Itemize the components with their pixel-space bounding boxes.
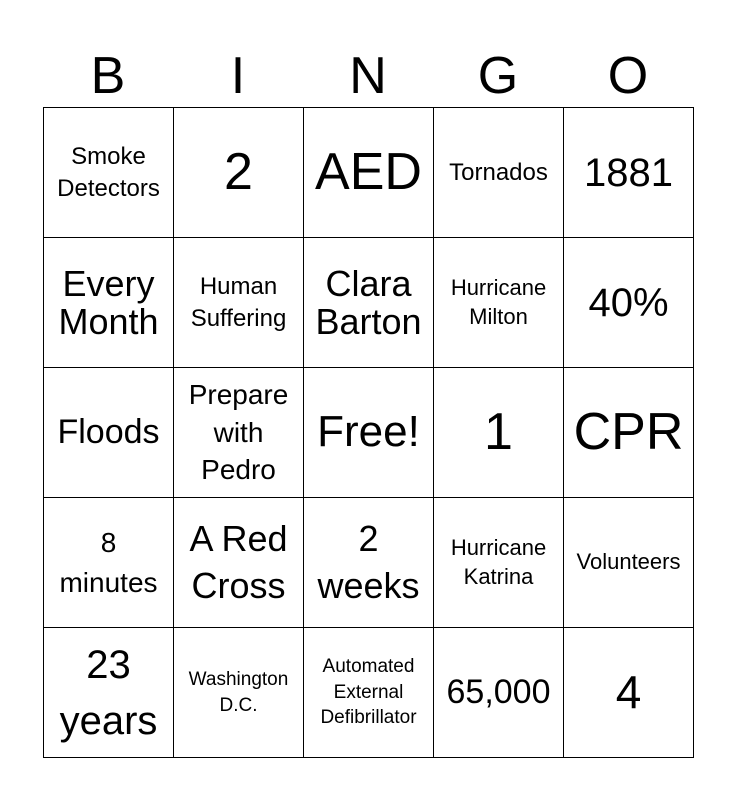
cell-text: Human Suffering: [190, 273, 287, 332]
bingo-cell-r5-c4[interactable]: [434, 628, 564, 758]
bingo-cell-r1-c3[interactable]: [304, 108, 434, 238]
cell-text: Prepare with Pedro: [188, 378, 289, 486]
bingo-cell-r2-c3[interactable]: [304, 238, 434, 368]
cell-text: 8 minutes: [59, 527, 158, 598]
cell-text: A Red Cross: [189, 517, 288, 606]
cell-text: Volunteers: [576, 549, 681, 575]
cell-text: Clara Barton: [315, 262, 422, 342]
bingo-cell-r4-c2[interactable]: [174, 498, 304, 628]
bingo-board: [43, 107, 694, 758]
cell-text: Smoke Detectors: [57, 143, 160, 202]
cell-text: 23 years: [59, 642, 158, 743]
cell-text: 2 weeks: [317, 517, 420, 606]
bingo-cell-r5-c5[interactable]: [564, 628, 694, 758]
bingo-cell-r1-c4[interactable]: [434, 108, 564, 238]
cell-text: CPR: [573, 403, 684, 462]
bingo-cell-r1-c5[interactable]: [564, 108, 694, 238]
bingo-cell-r2-c5[interactable]: [564, 238, 694, 368]
bingo-cell-r3-c2[interactable]: [174, 368, 304, 498]
cell-text: 65,000: [446, 672, 551, 711]
cell-text: Floods: [57, 412, 160, 451]
bingo-cell-r2-c2[interactable]: [174, 238, 304, 368]
free-space-cell[interactable]: [304, 368, 434, 498]
cell-text: 2: [224, 143, 253, 202]
bingo-cell-r4-c3[interactable]: [304, 498, 434, 628]
bingo-cell-r4-c4[interactable]: [434, 498, 564, 628]
header-letter-o: O: [607, 47, 649, 105]
bingo-cell-r3-c5[interactable]: [564, 368, 694, 498]
bingo-header: [43, 44, 693, 108]
cell-text: Every Month: [58, 262, 159, 342]
cell-text: Washington D.C.: [188, 668, 289, 716]
bingo-cell-r1-c2[interactable]: [174, 108, 304, 238]
header-letter-n: N: [349, 47, 387, 105]
cell-text: Free!: [317, 407, 420, 457]
cell-text: Tornados: [449, 158, 548, 186]
bingo-cell-r3-c1[interactable]: [44, 368, 174, 498]
cell-text: Hurricane Milton: [450, 274, 547, 329]
bingo-cell-r2-c4[interactable]: [434, 238, 564, 368]
header-letter-g: G: [477, 47, 519, 105]
cell-text: 1881: [584, 150, 673, 195]
bingo-cell-r4-c1[interactable]: [44, 498, 174, 628]
cell-text: 1: [484, 403, 513, 462]
bingo-cell-r5-c2[interactable]: [174, 628, 304, 758]
header-letter-i: I: [230, 47, 246, 105]
cell-text: Hurricane Katrina: [450, 534, 547, 589]
cell-text: 40%: [588, 280, 669, 325]
header-letter-b: B: [90, 47, 126, 105]
bingo-cell-r3-c4[interactable]: [434, 368, 564, 498]
bingo-cell-r5-c1[interactable]: [44, 628, 174, 758]
cell-text: Automated External Defibrillator: [320, 656, 417, 729]
bingo-cell-r5-c3[interactable]: [304, 628, 434, 758]
cell-text: 4: [615, 666, 642, 719]
bingo-cell-r2-c1[interactable]: [44, 238, 174, 368]
cell-text: AED: [315, 143, 422, 202]
bingo-cell-r1-c1[interactable]: [44, 108, 174, 238]
bingo-cell-r4-c5[interactable]: [564, 498, 694, 628]
